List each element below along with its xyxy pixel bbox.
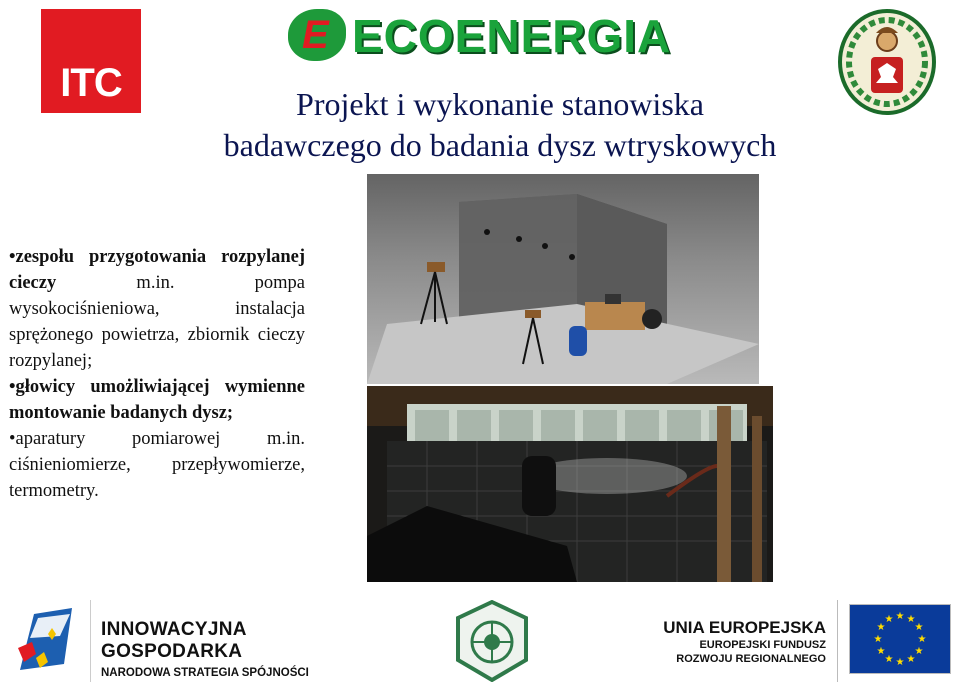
university-seal-icon — [452, 600, 532, 682]
ue-line-1: UNIA EUROPEJSKA — [663, 618, 826, 637]
eu-fund-text — [640, 618, 826, 666]
svg-text:★: ★ — [906, 614, 916, 625]
list-item — [9, 374, 305, 426]
eu-flag-icon — [849, 604, 951, 674]
ue-line-2: EUROPEJSKI FUNDUSZ — [699, 639, 826, 651]
list-item — [9, 244, 305, 374]
ecoenergia-leaf-letter: E — [302, 13, 329, 57]
footer-divider — [837, 600, 838, 682]
ue-line-3: ROZWOJU REGIONALNEGO — [676, 653, 826, 665]
svg-text:★: ★ — [917, 634, 927, 645]
title-line-1: Projekt i wykonanie stanowiska — [296, 86, 704, 122]
svg-text:★: ★ — [895, 611, 905, 622]
list-item — [9, 426, 305, 504]
item1-bold: •zespołu przygotowania rozpylanej cieczy — [9, 247, 305, 293]
ecoenergia-leaf-icon — [288, 9, 346, 61]
body-text — [9, 244, 305, 504]
ecoenergia-wordmark: ECOENERGIA — [352, 10, 672, 62]
itc-logo-icon — [41, 9, 141, 113]
svg-text:★: ★ — [876, 622, 886, 633]
svg-text:★: ★ — [873, 634, 883, 645]
ig-line-2: GOSPODARKA — [101, 641, 243, 662]
svg-text:★: ★ — [884, 654, 894, 665]
svg-text:★: ★ — [884, 614, 894, 625]
svg-text:★: ★ — [906, 654, 916, 665]
innowacyjna-gospodarka-text — [101, 619, 309, 679]
title-line-2: badawczego do badania dysz wtryskowych — [223, 127, 777, 163]
svg-text:★: ★ — [914, 646, 924, 657]
itc-logo-text: ITC — [60, 61, 122, 105]
ecoenergia-logo-icon — [282, 5, 672, 63]
item1-rest: m.in. pompa wysokociśnieniowa, instalacja sprężonego powietrza, zbiornik cieczy rozpylanej; — [9, 273, 305, 371]
ig-line-3: NARODOWA STRATEGIA SPÓJNOŚCI — [101, 667, 309, 679]
ig-line-1: INNOWACYJNA — [101, 619, 247, 640]
item2-bold: •głowicy umożliwiającej wymienne montowanie badanych dysz; — [9, 377, 305, 423]
svg-text:★: ★ — [914, 622, 924, 633]
university-crest-icon — [838, 9, 936, 115]
footer-divider — [90, 600, 91, 682]
item3-text: •aparatury pomiarowej m.in. ciśnieniomierze, przepływomierze, termometry. — [9, 429, 305, 501]
test-stand-photo-image — [367, 386, 773, 582]
innowacyjna-gospodarka-logo-icon — [14, 604, 78, 676]
svg-text:★: ★ — [895, 657, 905, 668]
test-stand-render-image — [367, 174, 759, 384]
svg-text:★: ★ — [876, 646, 886, 657]
page-title — [150, 84, 850, 166]
